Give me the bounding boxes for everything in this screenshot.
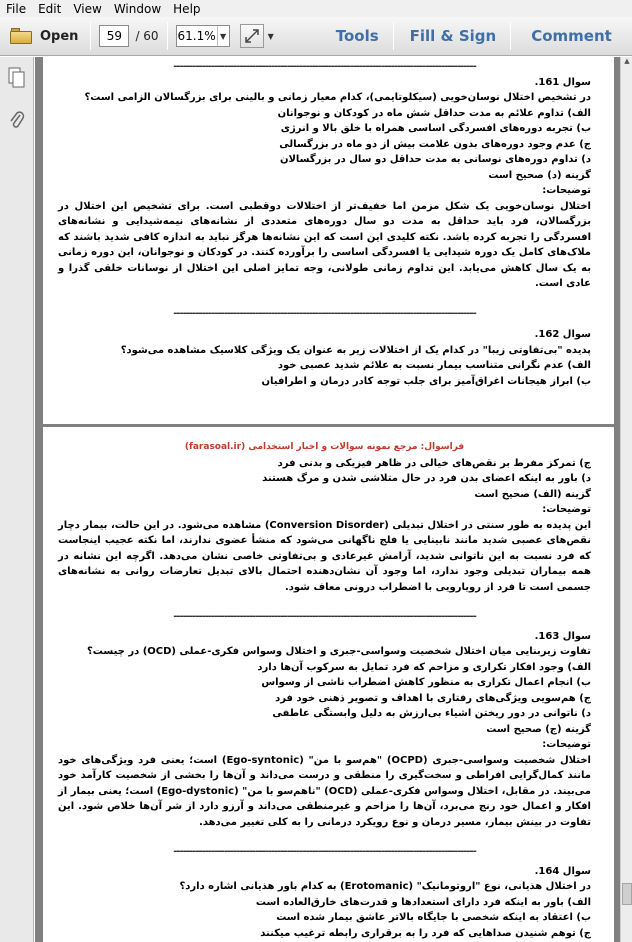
- option-c: ج) توهم شنیدن صداهایی که فرد را به برقراری رابطه ترغیب میکنند: [260, 927, 591, 939]
- page-content: [43, 57, 614, 389]
- page-number-input[interactable]: 59: [99, 25, 129, 47]
- menu-help[interactable]: Help: [173, 1, 201, 16]
- folder-icon: [10, 28, 32, 44]
- toolbar-separator: [167, 22, 168, 50]
- scroll-up-icon[interactable]: ▲: [624, 57, 630, 65]
- option-a: الف) عدم نگرانی متناسب بیمار نسبت به علائم شدید عصبی خود: [277, 360, 591, 371]
- option-a: الف) باور به اینکه فرد دارای استعدادها و قدرت‌های خارق‌العاده است: [255, 896, 591, 908]
- open-button[interactable]: [6, 22, 82, 50]
- menu-file[interactable]: File: [6, 1, 27, 16]
- answer: گزینه (د) صحیح است: [488, 169, 591, 181]
- fit-page-icon[interactable]: [240, 24, 264, 48]
- menu-view[interactable]: View: [73, 1, 102, 16]
- explanation-title: توضیحات:: [542, 185, 591, 196]
- chevron-down-icon[interactable]: ▼: [267, 31, 274, 41]
- option-b: ب) تجربه دوره‌های افسردگی اساسی همراه با خلق بالا و انرژی: [280, 123, 591, 134]
- zoom-value[interactable]: 61.1%: [177, 29, 216, 43]
- option-d: د) باور به اینکه اعضای بدن فرد در حال متلاشی شدن و مرگ هستند: [262, 473, 591, 484]
- tools-button[interactable]: Tools: [335, 27, 379, 45]
- divider: ------------------------------------------------------------------------------------------------: [173, 61, 476, 72]
- pdf-page: [43, 57, 614, 424]
- page-content: [43, 427, 614, 941]
- toolbar-separator: [90, 22, 91, 50]
- navigation-panel: [0, 57, 34, 942]
- toolbar: [0, 17, 632, 56]
- explanation-title: توضیحات:: [542, 739, 591, 750]
- option-d: د) تداوم دوره‌های نوسانی به مدت حداقل دو سال در بزرگسالان: [279, 154, 591, 165]
- question-title: سوال 161.: [534, 76, 591, 88]
- divider: ------------------------------------------------------------------------------------------------: [173, 611, 476, 622]
- menu-bar: [0, 0, 632, 17]
- divider: ------------------------------------------------------------------------------------------------: [173, 846, 476, 857]
- question-text: تفاوت زیربنایی میان اختلال شخصیت وسواسی-جبری و اختلال وسواس فکری-عملی (OCD) در چیست؟: [87, 646, 591, 657]
- chevron-down-icon[interactable]: ▼: [217, 26, 229, 46]
- question-title: سوال 163.: [534, 630, 591, 642]
- divider: ------------------------------------------------------------------------------------------------: [173, 307, 476, 319]
- option-b: ب) انجام اعمال تکراری به منظور کاهش اضطراب ناشی از وسواس: [261, 677, 591, 688]
- page-total: / 60: [135, 29, 159, 43]
- vertical-scrollbar[interactable]: [620, 57, 632, 942]
- open-label: Open: [40, 28, 79, 44]
- document-view[interactable]: [35, 57, 620, 942]
- answer: گزینه (الف) صحیح است: [474, 488, 591, 500]
- answer: گزینه (ج) صحیح است: [486, 723, 591, 735]
- option-a: الف) تداوم علائم به مدت حداقل شش ماه در کودکان و نوجوانان: [277, 107, 591, 119]
- option-c: ج) تمرکز مفرط بر نقص‌های خیالی در ظاهر فیزیکی و بدنی فرد: [277, 457, 591, 469]
- paperclip-icon[interactable]: [8, 109, 26, 131]
- page-header: فراسوال: مرجع نمونه سوالات و اخبار استخدامی (farasoal.ir): [184, 442, 465, 452]
- scroll-thumb[interactable]: [622, 883, 632, 905]
- zoom-select[interactable]: [176, 25, 230, 47]
- pages-icon[interactable]: [8, 67, 26, 89]
- option-b: ب) اعتقاد به اینکه شخصی با جایگاه بالاتر عاشق بیمار شده است: [276, 912, 591, 923]
- toolbar-separator: [393, 22, 394, 50]
- pdf-page: [43, 427, 614, 942]
- explanation: اختلال نوسان‌خویی یک شکل مزمن اما خفیف‌تر از اختلالات دوقطبی است. برای تشخیص این اختلال در بزرگسالان، فرد باید حداقل به مدت دو سال دوره‌های متعددی از نشانه‌های نیمه‌شیدایی و نشانه‌های افسردگی را تجربه کرده باشد. نکته کلیدی این است که این نشانه‌ها هرگز نباید به اندازه کافی شدید باشند که ملاک‌های کامل یک دوره شیدایی یا افسردگی اساسی را برآورده کنند. در کودکان و نوجوانان، این دوره زمانی به یک سال کاهش می‌یابد. این تداوم زمانی طولانی، وجه تمایز اصلی این اختلال از نوسانات خلقی گذرا و عادی است.: [58, 200, 591, 289]
- explanation: اختلال شخصیت وسواسی-جبری (OCPD) "هم‌سو با من" (Ego-syntonic) است؛ یعنی فرد ویژگی‌های خود مانند کمال‌گرایی افراطی و سخت‌گیری را منطقی و درست می‌داند و آن‌ها را بخشی از شخصیت کارآمد خود می‌بیند. در مقابل، اختلال وسواس فکری-عملی (OCD) "ناهم‌سو با من" (Ego-dystonic) است؛ یعنی بیمار از افکار و اعمال خود رنج می‌برد، آن‌ها را مزاحم و غیرمنطقی می‌داند و آرزو دارد از شر آن‌ها خلاص شود. این تفاوت در بینش بیمار، مسیر درمان و نوع رویکرد درمانی را به کلی تغییر می‌دهد.: [58, 754, 591, 828]
- question-text: در اختلال هذیانی، نوع "اروتومانیک" (Erotomanic) به کدام باور هذیانی اشاره دارد؟: [179, 881, 591, 892]
- explanation-title: توضیحات:: [542, 504, 591, 515]
- comment-button[interactable]: Comment: [531, 27, 612, 45]
- option-d: د) ناتوانی در دور ریختن اشیاء بی‌ارزش به دلیل وابستگی عاطفی: [272, 708, 591, 719]
- question-title: سوال 164.: [534, 865, 591, 877]
- menu-edit[interactable]: Edit: [38, 1, 62, 16]
- option-a: الف) وجود افکار تکراری و مزاحم که فرد تمایل به سرکوب آن‌ها دارد: [257, 661, 591, 673]
- menu-window[interactable]: Window: [113, 1, 162, 16]
- explanation: این پدیده به طور سنتی در اختلال تبدیلی (Conversion Disorder) مشاهده می‌شود. در این حالت، بیمار دچار نقص‌های عصبی شدید مانند نابینایی یا فلج ناگهانی می‌شود که منشأ عضوی ندارند، اما نکته عجیب اینجاست که فرد نسبت به این ناتوانی شدید، آرامش غیرعادی و بی‌تفاوتی خاصی نشان می‌دهد. اگرچه این نشانه در همه بیماران تبدیلی وجود ندارد، اما وجود آن نشان‌دهنده احتمال بالای تبدیل تعارضات روانی به نشانه‌های جسمی است تا فرد از رویارویی با اضطراب درونی معاف شود.: [58, 519, 591, 593]
- question-text: پدیده "بی‌تفاوتی زیبا" در کدام یک از اختلالات زیر به عنوان یک ویژگی کلاسیک مشاهده می‌شود؟: [120, 344, 591, 356]
- fill-sign-button[interactable]: Fill & Sign: [409, 27, 497, 45]
- option-b: ب) ابراز هیجانات اغراق‌آمیز برای جلب توجه کادر درمان و اطرافیان: [261, 375, 591, 387]
- toolbar-separator: [510, 22, 511, 50]
- question-title: سوال 162.: [534, 329, 591, 340]
- option-c: ج) هم‌سویی ویژگی‌های رفتاری با اهداف و تصویر ذهنی خود فرد: [275, 692, 591, 704]
- option-c: ج) عدم وجود دوره‌های بدون علامت بیش از دو ماه در بزرگسالی: [279, 138, 591, 150]
- question-text: در تشخیص اختلال نوسان‌خویی (سیکلوتایمی)، کدام معیار زمانی و بالینی برای بزرگسالان الزامی است؟: [84, 92, 591, 103]
